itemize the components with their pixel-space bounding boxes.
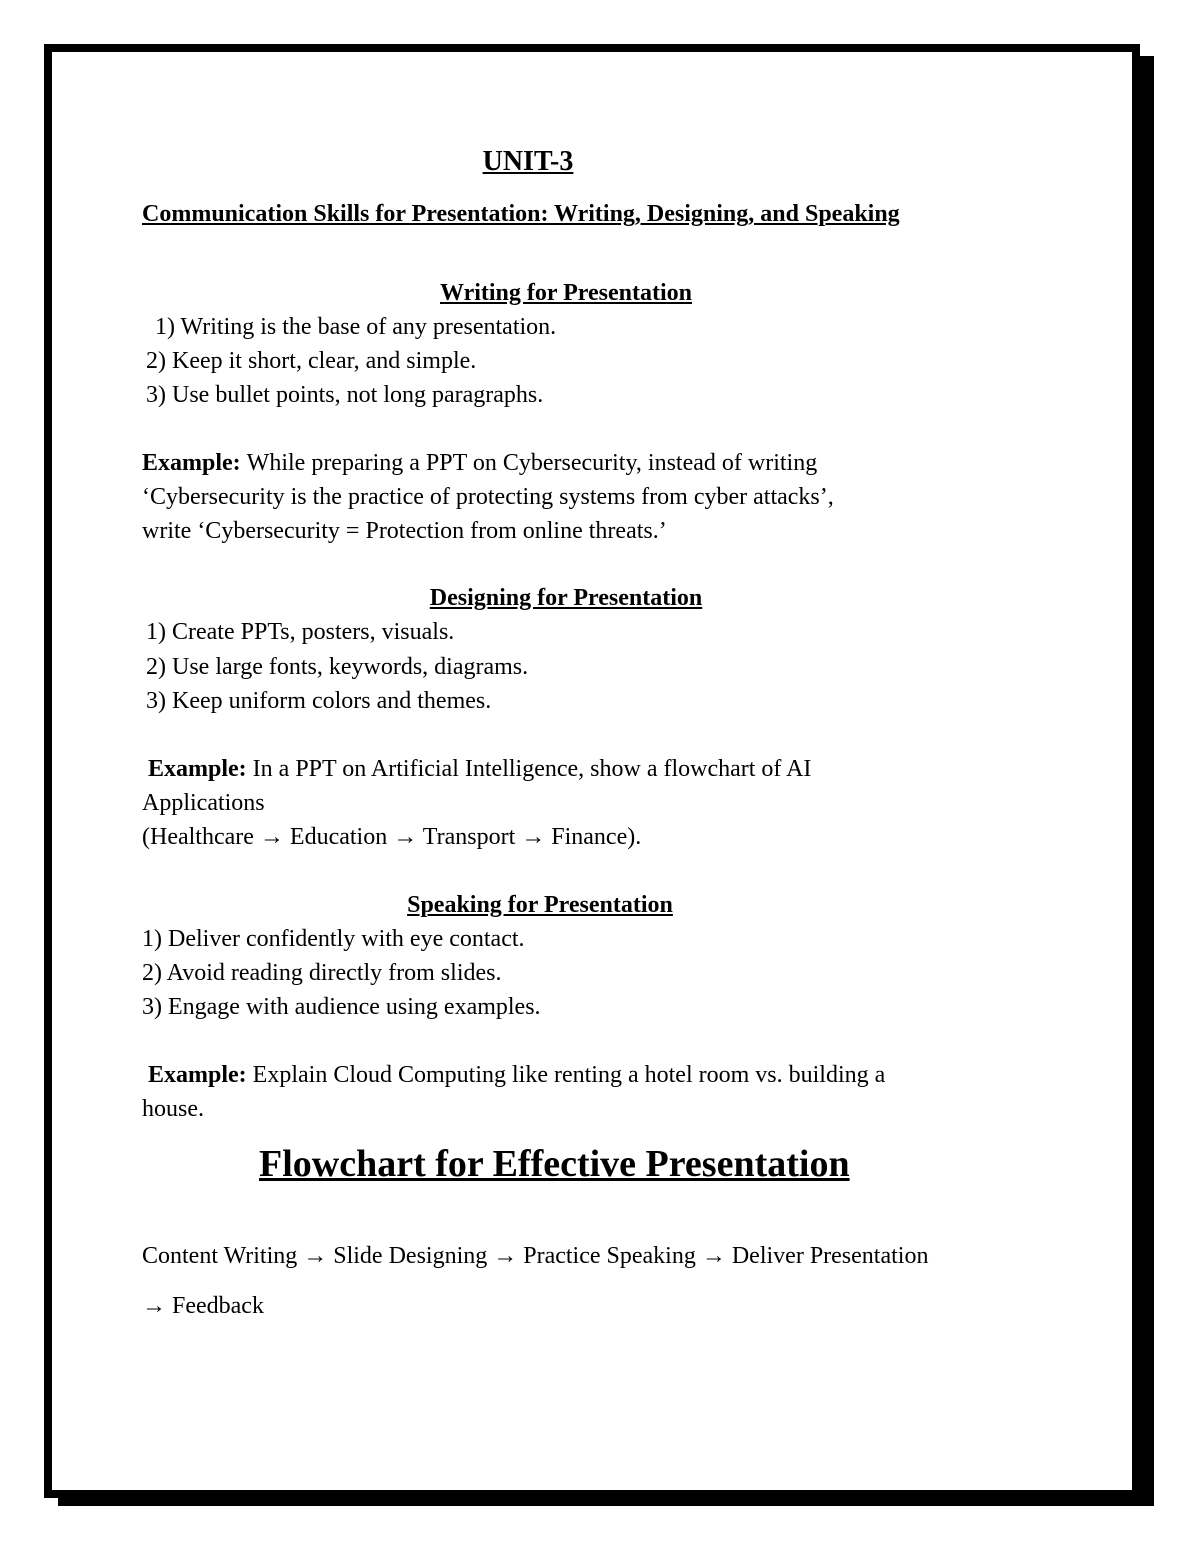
speaking-example-line-1 xyxy=(148,1061,885,1089)
speaking-example-text-1: Explain Cloud Computing like renting a hotel room vs. building a xyxy=(252,1062,886,1088)
writing-example-text-1: While preparing a PPT on Cybersecurity, instead of writing xyxy=(246,450,818,476)
writing-point-2: 2) Keep it short, clear, and simple. xyxy=(146,348,477,374)
designing-example-text-1: In a PPT on Artificial Intelligence, show a flowchart of AI xyxy=(252,756,812,782)
designing-example-line-3: (Healthcare → Education → Transport → Finance). xyxy=(142,824,642,850)
designing-heading: Designing for Presentation xyxy=(429,585,703,611)
writing-heading: Writing for Presentation xyxy=(440,280,692,306)
speaking-heading: Speaking for Presentation xyxy=(407,892,673,918)
main-title: Communication Skills for Presentation: Writing, Designing, and Speaking xyxy=(142,201,900,227)
speaking-point-1: 1) Deliver confidently with eye contact. xyxy=(142,926,525,952)
designing-example-line-2: Applications xyxy=(142,790,265,816)
flowchart-heading: Flowchart for Effective Presentation xyxy=(259,1143,850,1185)
speaking-point-2: 2) Avoid reading directly from slides. xyxy=(142,960,502,986)
speaking-point-3: 3) Engage with audience using examples. xyxy=(142,994,541,1020)
designing-point-2: 2) Use large fonts, keywords, diagrams. xyxy=(146,654,529,680)
designing-example-line-1 xyxy=(148,755,811,783)
designing-point-3: 3) Keep uniform colors and themes. xyxy=(146,688,492,714)
writing-point-3: 3) Use bullet points, not long paragraphs. xyxy=(146,382,544,408)
writing-example-line-1 xyxy=(142,449,817,477)
speaking-example-line-2: house. xyxy=(142,1096,204,1122)
writing-example-label: Example: xyxy=(142,450,241,476)
speaking-example-label: Example: xyxy=(148,1062,247,1088)
designing-point-1: 1) Create PPTs, posters, visuals. xyxy=(146,619,455,645)
writing-point-1: 1) Writing is the base of any presentation. xyxy=(155,314,557,340)
designing-example-label: Example: xyxy=(148,756,247,782)
writing-example-line-3: write ‘Cybersecurity = Protection from online threats.’ xyxy=(142,518,667,544)
unit-title: UNIT-3 xyxy=(482,146,574,177)
flowchart-line-1: Content Writing → Slide Designing → Practice Speaking → Deliver Presentation xyxy=(142,1243,929,1269)
writing-example-line-2: ‘Cybersecurity is the practice of protecting systems from cyber attacks’, xyxy=(142,484,834,510)
flowchart-line-2: → Feedback xyxy=(142,1293,264,1319)
